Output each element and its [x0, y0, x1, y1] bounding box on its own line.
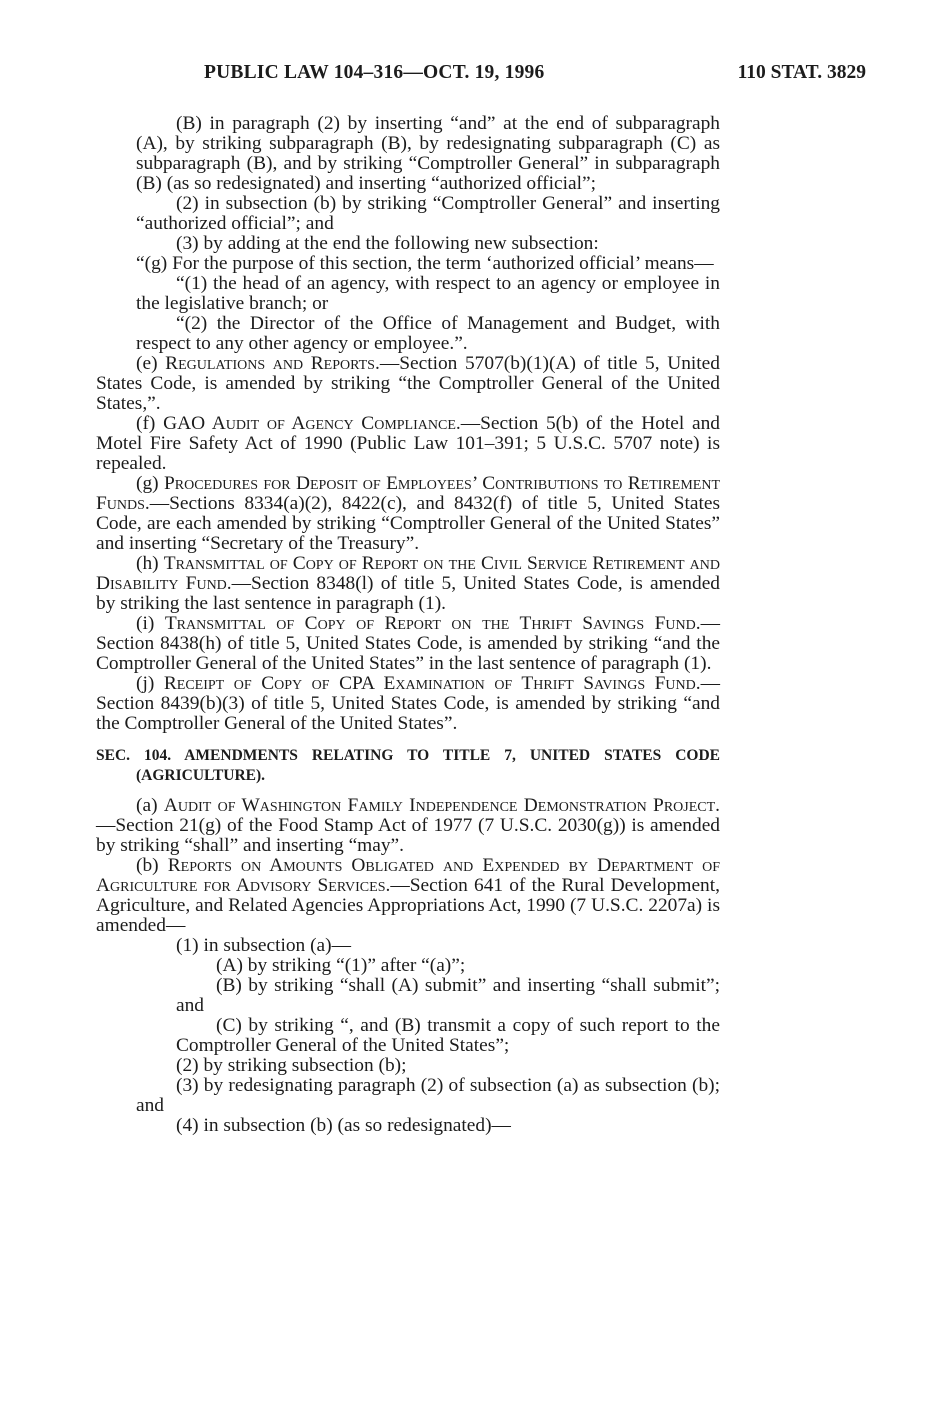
subsection-label: (e) — [136, 353, 166, 374]
subsection-body: —Section 5(b) of the Hotel and Motel Fire Safety Act of 1990 (Public Law 101–391; 5 U.S.C. 5707 note) is repealed. — [96, 413, 720, 474]
subsection-heading: Procedures for Deposit of Employees’ Contributions to Retirement Funds. — [96, 473, 720, 514]
running-header — [96, 62, 866, 88]
subsection-b — [96, 856, 720, 936]
subsection-a — [96, 796, 720, 856]
subsection-g — [96, 474, 720, 554]
subsection-h — [96, 554, 720, 614]
subsection-g-definition: “(g) For the purpose of this section, the term ‘authorized official’ means— — [136, 253, 714, 274]
body-text — [96, 114, 720, 1136]
subsection-body: —Section 8348(l) of title 5, United States Code, is amended by striking the last sentence in paragraph (1). — [96, 573, 720, 614]
running-head: PUBLIC LAW 104–316—OCT. 19, 1996 — [204, 62, 545, 83]
subparagraph-c: (C) by striking “, and (B) transmit a copy of such report to the Comptroller General of the United States”; — [176, 1015, 720, 1056]
subsection-heading: Audit of Washington Family Independence Demonstration Project. — [163, 795, 721, 816]
subsection-heading: Transmittal of Copy of Report on the Civil Service Retirement and Disability Fund. — [96, 553, 720, 594]
paragraph-1-subsection-a: (1) in subsection (a)— — [176, 935, 352, 956]
subsection-heading: Reports on Amounts Obligated and Expended by Department of Agriculture for Advisory Services. — [96, 855, 720, 896]
section-heading: SEC. 104. AMENDMENTS RELATING TO TITLE 7, UNITED STATES CODE (AGRICULTURE). — [96, 747, 720, 784]
subsection-heading: Regulations and Reports. — [165, 353, 380, 374]
paragraph-2-in-subsection-b: (2) in subsection (b) by striking “Comptroller General” and inserting “authorized official”; and — [136, 193, 720, 234]
subsection-body: —Section 5707(b)(1)(A) of title 5, United States Code, is amended by striking “the Comptroller General of the United States,”. — [96, 353, 720, 414]
stat-page-number: 110 STAT. 3829 — [737, 62, 866, 83]
subsection-heading: Transmittal of Copy of Report on the Thrift Savings Fund. — [164, 613, 701, 634]
subsection-j — [96, 674, 720, 734]
subsection-body: —Section 21(g) of the Food Stamp Act of 1977 (7 U.S.C. 2030(g)) is amended by striking “shall” and inserting “may”. — [96, 815, 720, 856]
subsection-label: (b) — [136, 855, 168, 876]
subsection-i — [96, 614, 720, 674]
paragraph-3-redesignating: (3) by redesignating paragraph (2) of subsection (a) as subsection (b); and — [136, 1075, 720, 1116]
paragraph-b-in-paragraph-2: (B) in paragraph (2) by inserting “and” at the end of subparagraph (A), by striking subparagraph (B), by redesignating subparagraph (C) as subparagraph (B), and by striking “Comptroller General” in subparagraph (B) (as so redesignated) and inserting “authorized official”; — [136, 113, 720, 194]
paragraph-2-striking: (2) by striking subsection (b); — [176, 1055, 407, 1076]
definition-item-1: “(1) the head of an agency, with respect to an agency or employee in the legislative branch; or — [136, 273, 720, 314]
subsection-body: —Section 641 of the Rural Development, Agriculture, and Related Agencies Appropriations Act, 1990 (7 U.S.C. 2207a) is amended— — [96, 875, 720, 936]
subsection-label: (g) — [136, 473, 164, 494]
subsection-body: —Section 8439(b)(3) of title 5, United States Code, is amended by striking “and the Comptroller General of the United States”. — [96, 673, 720, 734]
subsection-body: —Sections 8334(a)(2), 8422(c), and 8432(f) of title 5, United States Code, are each amended by striking “Comptroller General of the United States” and inserting “Secretary of the Treasury”. — [96, 493, 720, 554]
subsection-label: (j) — [136, 673, 164, 694]
subsection-e — [96, 354, 720, 414]
subsection-f — [96, 414, 720, 474]
paragraph-4-subsection-b: (4) in subsection (b) (as so redesignated)— — [176, 1115, 511, 1136]
subparagraph-a: (A) by striking “(1)” after “(a)”; — [216, 955, 466, 976]
subsection-heading: Receipt of Copy of CPA Examination of Thrift Savings Fund. — [163, 673, 701, 694]
subparagraph-b: (B) by striking “shall (A) submit” and inserting “shall submit”; and — [176, 975, 720, 1016]
definition-item-2: “(2) the Director of the Office of Management and Budget, with respect to any other agency or employee.”. — [136, 313, 720, 354]
subsection-label: (f) — [136, 413, 164, 434]
subsection-label: (i) — [136, 613, 165, 634]
subsection-label: (a) — [136, 795, 164, 816]
subsection-label: (h) — [136, 553, 164, 574]
paragraph-3-adding-subsection: (3) by adding at the end the following new subsection: — [176, 233, 599, 254]
subsection-heading: GAO Audit of Agency Compliance. — [163, 413, 461, 434]
subsection-body: —Section 8438(h) of title 5, United States Code, is amended by striking “and the Comptroller General of the United States” in the last sentence of paragraph (1). — [96, 613, 720, 674]
